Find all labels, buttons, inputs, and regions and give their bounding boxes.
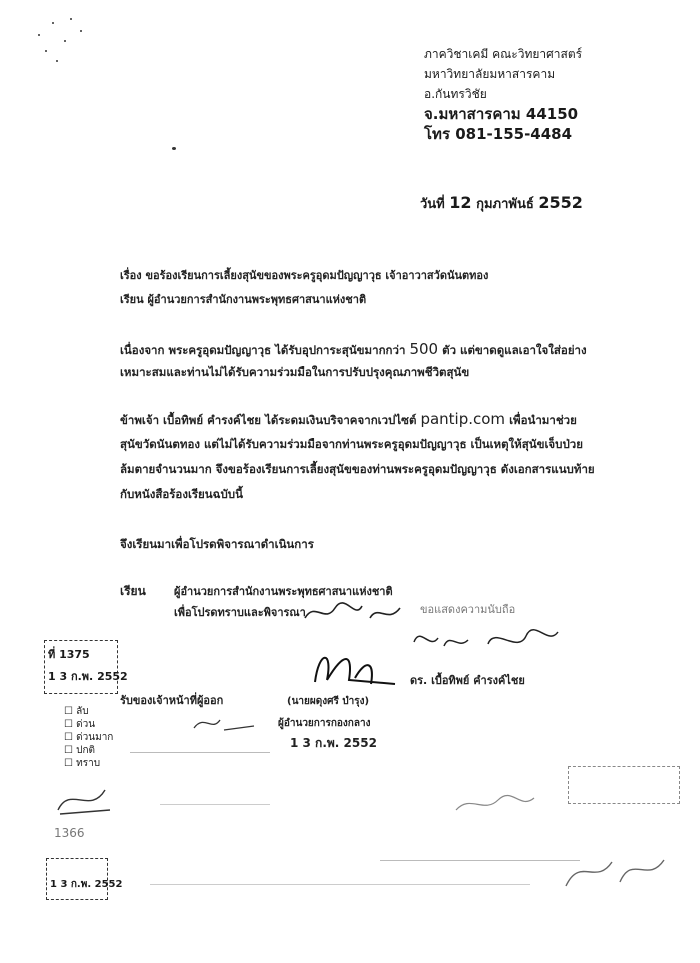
receipt-option-2: ☐ ด่วน: [64, 719, 96, 730]
subject-line: [120, 266, 488, 284]
recipient-label: เรียน: [120, 293, 144, 306]
receipt-stamp-number: ที่ 1375: [48, 648, 90, 661]
bottom-stamp-date: 1 3 ก.พ. 2552: [50, 879, 123, 890]
paragraph-2-line-3: ล้มตายจำนวนมาก จึงขอร้องเรียนการเลี้ยงสุนัขของท่านพระครูอุดมปัญญาวุธ ดังเอกสารแนบท้าย: [120, 462, 595, 476]
letter-date: [420, 193, 583, 214]
paragraph-2-line-2: สุนัขวัดนันตทอง แต่ไม่ได้รับความร่วมมือจากท่านพระครูอุดมปัญญาวุธ เป็นเหตุให้สุนัขเจ็บป่วย: [120, 437, 583, 451]
date-prefix: วันที่: [420, 197, 445, 212]
routing-line-1: ผู้อำนวยการสำนักงานพระพุทธศาสนาแห่งชาติ: [174, 585, 393, 598]
regards-text: ขอแสดงความนับถือ: [420, 603, 516, 616]
paragraph-2-name: เบื้อทิพย์ คำรงค์ไชย: [163, 413, 262, 427]
sender-line-2: มหาวิทยาลัยมหาสารคาม: [424, 67, 556, 81]
paragraph-2-part-1: ได้ระดมเงินบริจาคจากเวปไซต์: [265, 413, 417, 427]
date-month: กุมภาพันธ์: [476, 197, 534, 212]
faint-line-2: [160, 804, 270, 805]
date-year: 2552: [538, 193, 583, 212]
sender-phone: โทร 081-155-4484: [424, 125, 573, 143]
right-stamp-box: [568, 766, 680, 804]
receipt-option-5: ☐ ทราบ: [64, 758, 101, 769]
paragraph-2-lead: ข้าพเจ้า: [120, 413, 160, 427]
paragraph-1-line-2: เหมาะสมและท่านไม่ได้รับความร่วมมือในการปรับปรุงคุณภาพชีวิตสุนัข: [120, 365, 470, 379]
receipt-option-1: ☐ ลับ: [64, 706, 89, 717]
recipient-line: [120, 290, 366, 308]
signer-title: ดร.: [410, 674, 428, 687]
faint-line-1: [130, 752, 270, 753]
receipt-stamp-label: รับของเจ้าหน้าที่ผู้ออก: [120, 694, 224, 707]
paragraph-2-line-4: กับหนังสือร้องเรียนฉบับนี้: [120, 487, 243, 501]
paragraph-1-part-1: พระครูอุดมปัญญาวุธ ได้รับอุปการะสุนัขมากกว่า: [168, 343, 406, 357]
recipient-text: ผู้อำนวยการสำนักงานพระพุทธศาสนาแห่งชาติ: [147, 293, 367, 306]
official-name: (นายผดุงศรี บำรุง): [287, 696, 370, 707]
signer-handwritten-name: [408, 620, 568, 660]
sender-address: [424, 44, 582, 144]
date-day: 12: [449, 193, 472, 212]
paragraph-1-line-1: [120, 340, 587, 360]
paragraph-1-part-2: ตัว แต่ขาดดูแลเอาใจใส่อย่าง: [442, 343, 587, 357]
routing-label: เรียน: [120, 584, 146, 598]
sender-line-3: อ.กันทรวิชัย: [424, 87, 487, 101]
paragraph-1-number: 500: [409, 340, 439, 358]
closing-request: จึงเรียนมาเพื่อโปรดพิจารณาดำเนินการ: [120, 537, 314, 551]
routing-line-2: เพื่อโปรดทราบและพิจารณา: [174, 606, 306, 619]
sender-line-1: ภาควิชาเคมี คณะวิทยาศาสตร์: [424, 47, 583, 61]
receipt-stamp: [44, 640, 128, 694]
bottom-stamp: [46, 858, 123, 900]
paragraph-1-lead: เนื่องจาก: [120, 343, 165, 357]
paragraph-2-part-2: เพื่อนำมาช่วย: [509, 413, 577, 427]
official-position: ผู้อำนวยการกองกลาง: [278, 718, 371, 729]
receipt-options: [64, 705, 113, 770]
receipt-stamp-date: 1 3 ก.พ. 2552: [48, 670, 128, 683]
bottom-right-scribble: [560, 846, 680, 896]
initials-mark: [190, 708, 260, 738]
official-signature: [305, 640, 415, 690]
faint-line-3: [380, 860, 580, 861]
receipt-option-4: ☐ ปกติ: [64, 745, 96, 756]
signer-name: เบื้อทิพย์ คำรงค์ไชย: [431, 674, 525, 687]
paragraph-2-site: pantip.com: [420, 410, 506, 428]
margin-number: 1366: [54, 826, 85, 840]
receipt-option-3: ☐ ด่วนมาก: [64, 732, 114, 743]
handwritten-note-signature: [300, 596, 410, 626]
faint-signature: [450, 790, 540, 816]
paragraph-2-line-1: [120, 410, 577, 430]
sender-line-4: จ.มหาสารคาม 44150: [424, 105, 579, 123]
signer-line: [410, 671, 525, 689]
faint-line-4: [150, 884, 530, 885]
subject-text: ขอร้องเรียนการเลี้ยงสุนัขของพระครูอุดมปัญญาวุธ เจ้าอาวาสวัดนันตทอง: [145, 269, 489, 282]
margin-scribble: [50, 780, 120, 820]
official-stamp-date: 1 3 ก.พ. 2552: [290, 736, 377, 750]
subject-label: เรื่อง: [120, 269, 142, 282]
